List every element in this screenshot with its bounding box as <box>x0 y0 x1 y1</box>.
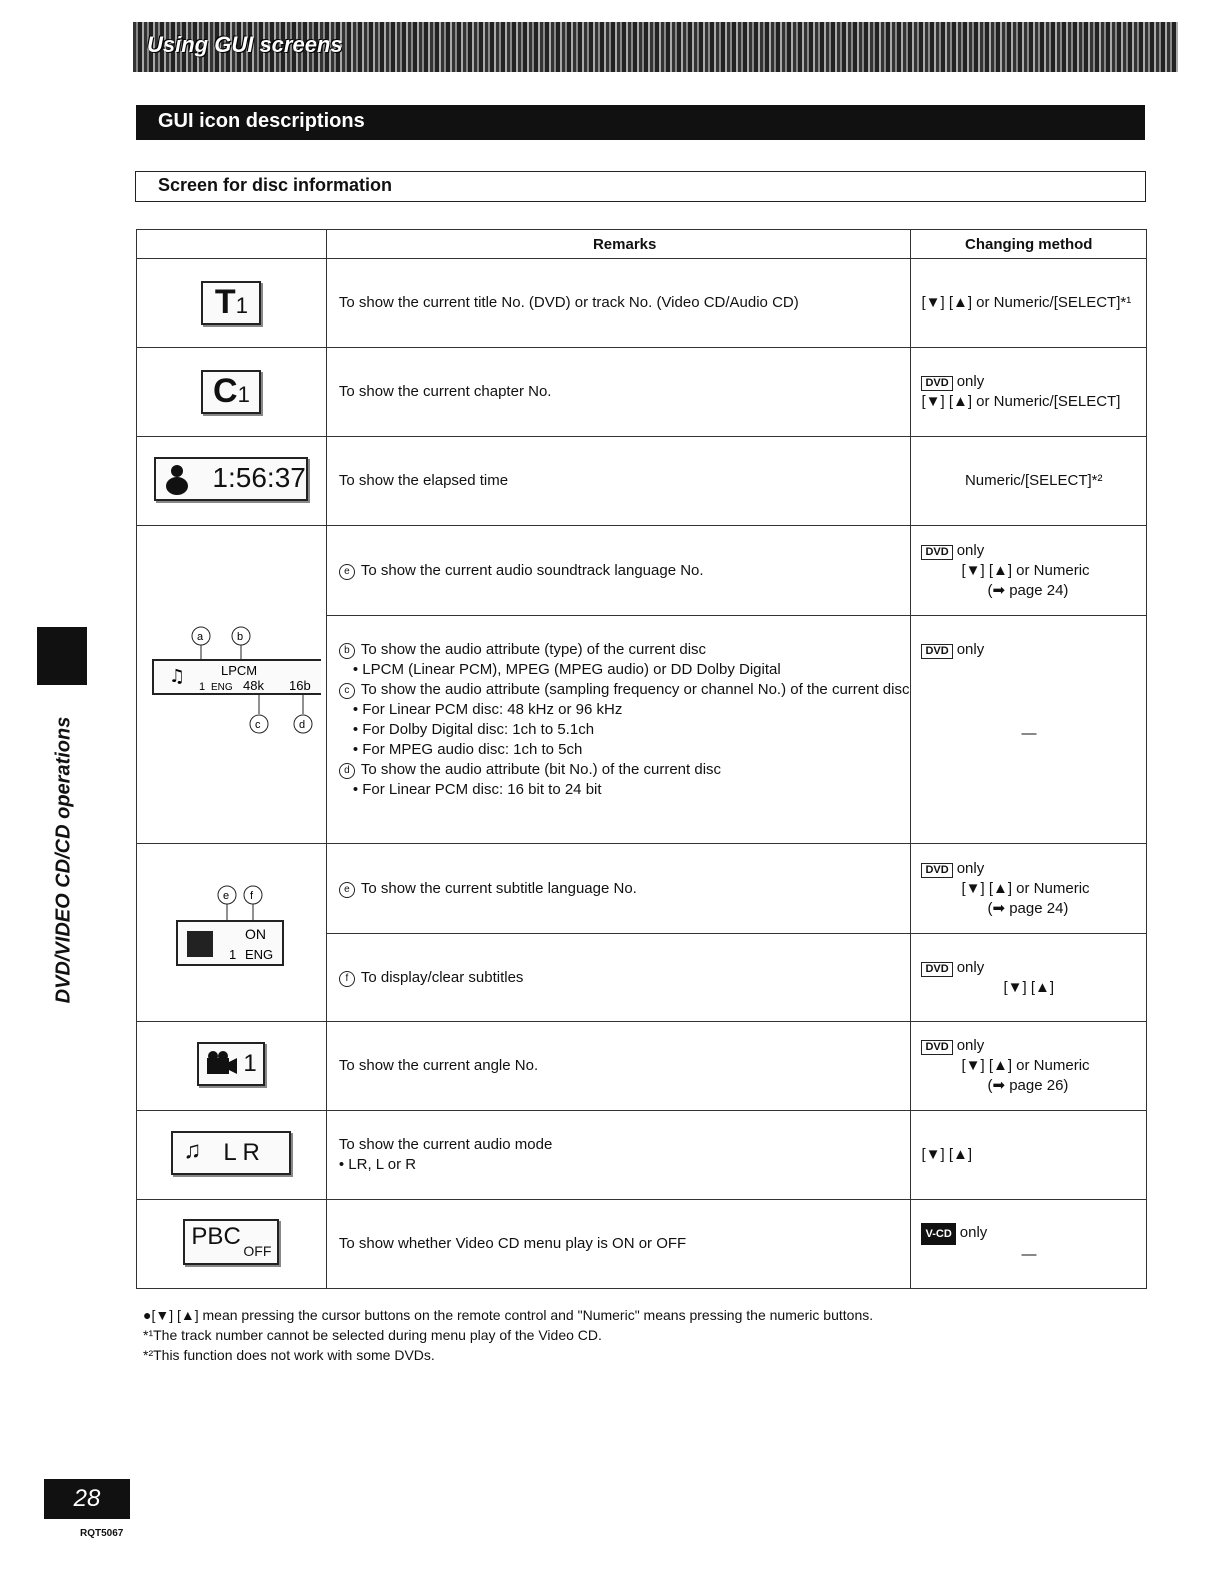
table-row-audio-mode: ♫ L R To show the current audio mode • LR, L or R [▼] [▲] <box>137 1111 1147 1200</box>
subsection-box <box>135 171 1146 202</box>
footnote-1: *¹The track number cannot be selected during menu play of the Video CD. <box>143 1327 602 1343</box>
icon-description-table <box>136 229 1147 1289</box>
audio-mode-icon: ♫ L R <box>171 1131 291 1175</box>
footnote-2: *²This function does not work with some DVDs. <box>143 1347 435 1363</box>
footnotes <box>143 1305 873 1365</box>
table-row-audio-language: a b ♫ LPCM 1 ENG 48k 16b c d e To show the current audio soundtrack language No. DVD only [▼] [▲] or Numeric (➡ page 24) <box>137 526 1147 616</box>
svg-text:♫: ♫ <box>169 665 186 687</box>
header-icon <box>137 230 327 259</box>
angle-remark: To show the current angle No. <box>326 1022 911 1111</box>
speaker-icon: ♫ <box>183 1137 202 1164</box>
svg-text:48k: 48k <box>243 677 265 693</box>
dvd-badge: DVD <box>921 376 952 391</box>
table-header-row <box>137 230 1147 259</box>
header-strip <box>133 22 1178 72</box>
audio-mode-remark: To show the current audio mode <box>338 1136 553 1153</box>
angle-icon: 1 <box>197 1042 265 1086</box>
table-row-subtitle-language: e f ON 1 ENG e To show the current subtitle language No. DVD only [▼] [▲] or Numeric (➡ page 24) <box>137 844 1147 934</box>
header-changing-method: Changing method <box>911 230 1147 259</box>
svg-text:e: e <box>223 889 230 902</box>
elapsed-time-icon: 1:56:37 <box>154 457 308 501</box>
audio-mode-method: [▼] [▲] <box>911 1111 1147 1200</box>
time-remark: To show the elapsed time <box>326 437 911 526</box>
section-title: GUI icon descriptions <box>158 110 365 132</box>
disc-person-icon <box>164 463 190 495</box>
time-method: Numeric/[SELECT]*² <box>911 437 1147 526</box>
camera-icon <box>205 1050 239 1078</box>
table-row-title <box>137 259 1147 348</box>
footnote-cursor: ●[▼] [▲] mean pressing the cursor buttons on the remote control and "Numeric" means pressing the numeric buttons. <box>143 1307 874 1323</box>
subsection-title: Screen for disc information <box>158 175 393 195</box>
side-tab-label: DVD/VIDEO CD/CD operations <box>52 716 75 1004</box>
chapter-number-icon: C1 <box>201 370 261 414</box>
title-remark: To show the current title No. (DVD) or track No. (Video CD/Audio CD) <box>326 259 911 348</box>
audio-language-remark: To show the current audio soundtrack language No. <box>360 561 704 579</box>
table-row-pbc: PBC OFF To show whether Video CD menu play is ON or OFF V-CD only — <box>137 1200 1147 1289</box>
subtitle-toggle-remark: To display/clear subtitles <box>360 968 524 986</box>
svg-text:1: 1 <box>199 680 206 693</box>
audio-attribute-icon <box>141 618 321 748</box>
subtitle-icon <box>171 881 291 981</box>
subtitle-language-remark: To show the current subtitle language No. <box>360 879 637 897</box>
svg-text:ENG: ENG <box>245 946 274 962</box>
svg-text:ON: ON <box>245 925 267 942</box>
title-method: [▼] [▲] or Numeric/[SELECT]*¹ <box>911 259 1147 348</box>
svg-text:1: 1 <box>229 946 237 962</box>
svg-text:ENG: ENG <box>211 681 234 693</box>
pbc-remark: To show whether Video CD menu play is ON or OFF <box>326 1200 911 1289</box>
document-code: RQT5067 <box>80 1528 124 1539</box>
table-row-audio-attributes: b To show the audio attribute (type) of the current disc • LPCM (Linear PCM), MPEG (MPEG audio) or DD Dolby Digital c To show the audio attribute (sampling frequency or channel No.) of the current disc • For Linear PCM disc: 48 kHz or 96 kHz • For Dolby Digital disc: 1ch to 5.1ch • For MPEG audio disc: 1ch to 5ch d To show the audio attribute (bit No.) of the current disc • For Linear PCM disc: 16 bit to 24 bit DVD only — <box>137 616 1147 844</box>
header-remarks: Remarks <box>326 230 911 259</box>
svg-text:a: a <box>197 630 204 643</box>
vcd-badge: V-CD <box>921 1223 955 1245</box>
pbc-icon: PBC OFF <box>183 1219 279 1265</box>
table-row-time <box>137 437 1147 526</box>
table-row-subtitle-toggle: f To display/clear subtitles DVD only [▼] [▲] <box>137 934 1147 1022</box>
side-tab-block <box>37 627 87 685</box>
section-title-bar <box>136 105 1145 140</box>
svg-text:d: d <box>299 718 306 731</box>
svg-text:16b: 16b <box>289 677 312 693</box>
svg-text:LPCM: LPCM <box>221 662 258 678</box>
page-number: 28 <box>44 1479 130 1519</box>
table-row-chapter: C1 To show the current chapter No. DVD only [▼] [▲] or Numeric/[SELECT] <box>137 348 1147 437</box>
svg-text:f: f <box>250 889 254 902</box>
header-strip-label: Using GUI screens <box>147 32 343 57</box>
svg-text:b: b <box>237 630 244 643</box>
chapter-method: [▼] [▲] or Numeric/[SELECT] <box>921 393 1121 410</box>
svg-text:c: c <box>255 718 261 731</box>
chapter-remark: To show the current chapter No. <box>326 348 911 437</box>
table-row-angle: 1 To show the current angle No. DVD only [▼] [▲] or Numeric (➡ page 26) <box>137 1022 1147 1111</box>
title-number-icon: T1 <box>201 281 261 325</box>
